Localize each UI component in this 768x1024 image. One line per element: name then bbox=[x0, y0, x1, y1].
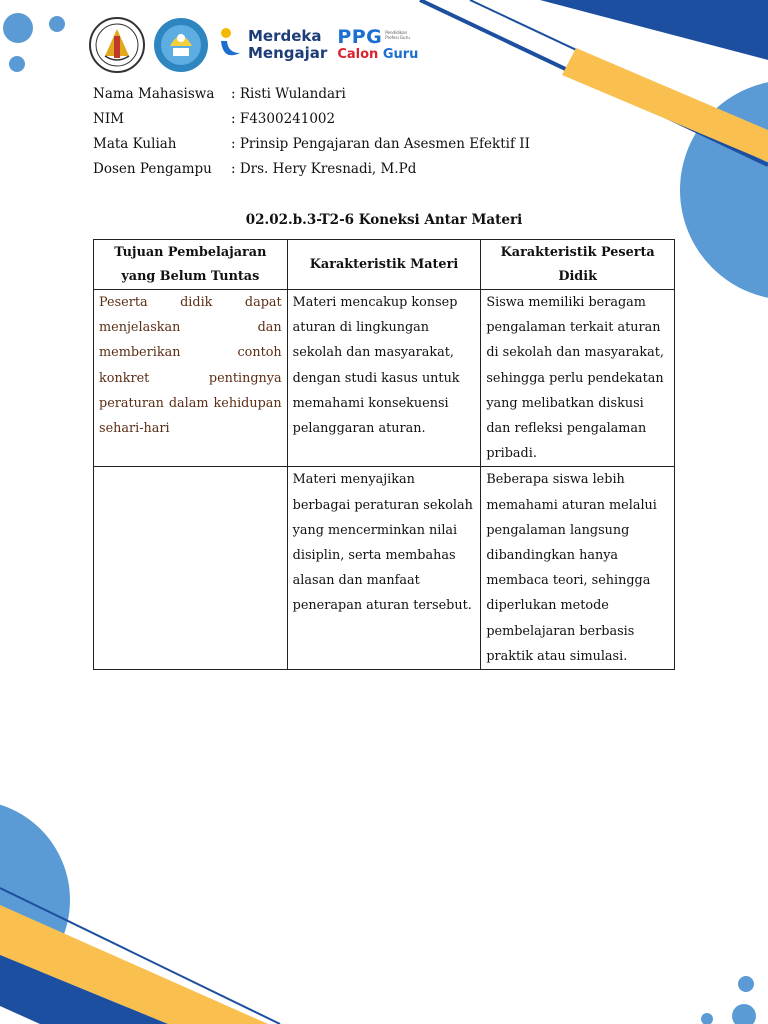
table-cell-students: Beberapa siswa lebih memahami aturan melalui pengalaman langsung dibandingkan hanya membaca teori, sehingga diperlukan metode pembelajaran berbasis praktik atau simulasi. bbox=[481, 467, 675, 670]
info-row-lecturer bbox=[93, 161, 530, 186]
decor-dot bbox=[701, 1013, 713, 1024]
ppg-calon: Calon bbox=[337, 47, 379, 62]
brand-line2: Mengajar bbox=[248, 44, 328, 62]
connection-table bbox=[93, 239, 675, 670]
table-cell-objective: Peserta didik dapat menjelaskan dan memberikan contoh konkret pentingnya peraturan dalam kehidupan sehari-hari bbox=[94, 290, 288, 467]
info-label: Nama Mahasiswa bbox=[93, 86, 215, 102]
ppg-calon-guru-logo bbox=[337, 28, 418, 62]
decor-dot bbox=[9, 56, 25, 72]
table-cell-material: Materi mencakup konsep aturan di lingkungan sekolah dan masyarakat, dengan studi kasus untuk memahami konsekuensi pelanggaran aturan. bbox=[287, 290, 481, 467]
info-label: NIM bbox=[93, 111, 124, 127]
info-row-nim bbox=[93, 111, 530, 136]
info-value: : Risti Wulandari bbox=[231, 86, 346, 102]
table-row bbox=[94, 290, 675, 467]
info-row-course bbox=[93, 136, 530, 161]
info-value: : F4300241002 bbox=[231, 111, 336, 127]
brand-line1: Merdeka bbox=[248, 27, 322, 45]
table-row bbox=[94, 467, 675, 670]
logo-header bbox=[88, 16, 418, 74]
merdeka-mengajar-icon bbox=[218, 25, 244, 65]
column-header-students: Karakteristik Peserta Didik bbox=[481, 240, 675, 290]
info-value: : Drs. Hery Kresnadi, M.Pd bbox=[231, 161, 417, 177]
table-cell-students: Siswa memiliki beragam pengalaman terkait aturan di sekolah dan masyarakat, sehingga perlu pendekatan yang melibatkan diskusi dan refleksi pengalaman pribadi. bbox=[481, 290, 675, 467]
info-label: Mata Kuliah bbox=[93, 136, 177, 152]
tut-wuri-handayani-logo bbox=[152, 16, 210, 74]
decor-dot bbox=[49, 16, 65, 32]
document-title: 02.02.b.3-T2-6 Koneksi Antar Materi bbox=[245, 212, 523, 228]
table-header-row bbox=[94, 240, 675, 290]
decor-band bbox=[540, 0, 768, 60]
decor-dot bbox=[738, 976, 754, 992]
ppg-guru: Guru bbox=[382, 47, 419, 62]
ppg-word: PPG bbox=[337, 26, 383, 48]
student-info bbox=[93, 86, 530, 186]
info-value: : Prinsip Pengajaran dan Asesmen Efektif II bbox=[231, 136, 530, 152]
info-label: Dosen Pengampu bbox=[93, 161, 212, 177]
column-header-material: Karakteristik Materi bbox=[287, 240, 481, 290]
university-seal-logo bbox=[88, 16, 146, 74]
column-header-objective: Tujuan Pembelajaran yang Belum Tuntas bbox=[94, 240, 288, 290]
ppg-subtitle: Pendidikan Profesi Guru bbox=[385, 30, 410, 40]
merdeka-mengajar-brand bbox=[218, 25, 327, 65]
table-cell-material: Materi menyajikan berbagai peraturan sekolah yang mencerminkan nilai disiplin, serta membahas alasan dan manfaat penerapan aturan tersebut. bbox=[287, 467, 481, 670]
table-cell-objective bbox=[94, 467, 288, 670]
info-row-name bbox=[93, 86, 530, 111]
decor-dot bbox=[3, 13, 33, 43]
decor-dot bbox=[732, 1004, 756, 1024]
